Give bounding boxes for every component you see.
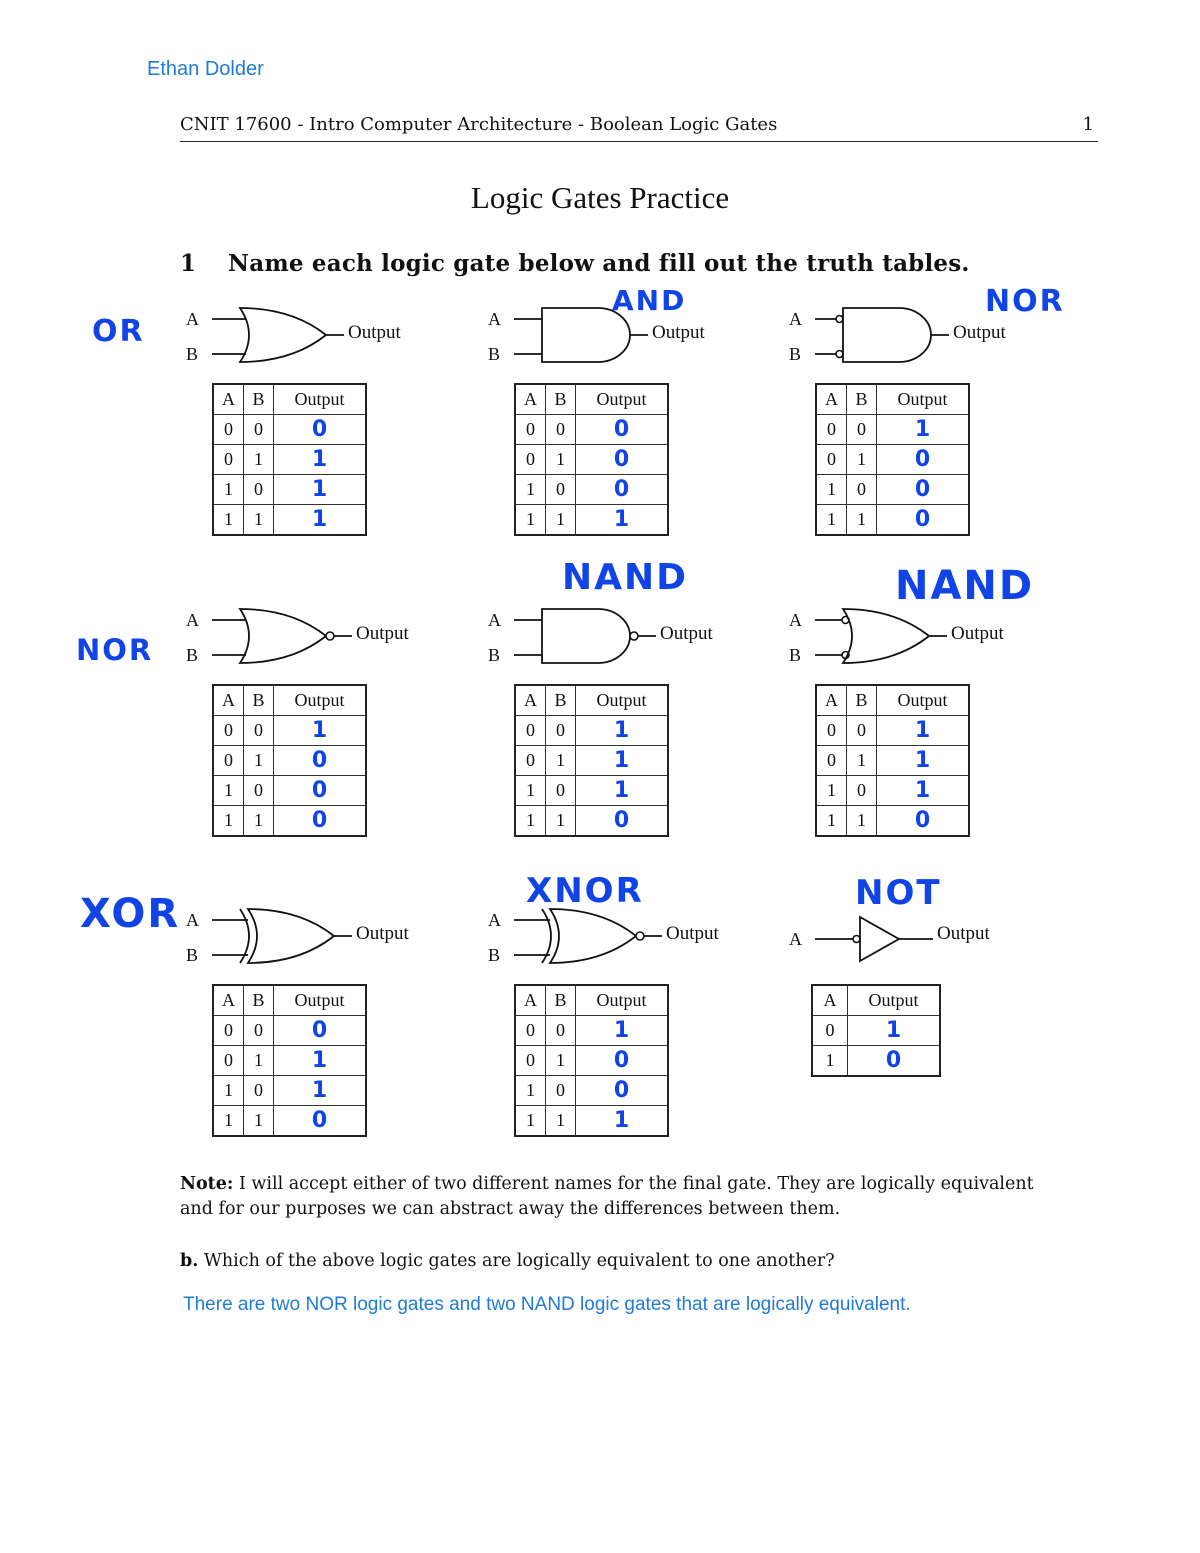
output-value: 1 <box>877 415 970 445</box>
gate-symbol <box>180 593 480 683</box>
output-value: 1 <box>274 505 367 536</box>
gate-name-answer: NAND <box>562 557 689 598</box>
page-header <box>180 114 1098 142</box>
input-value: 1 <box>515 475 546 505</box>
output-value: 0 <box>877 505 970 536</box>
course-title: CNIT 17600 - Intro Computer Architecture - Boolean Logic Gates <box>180 114 778 135</box>
input-value: 0 <box>515 716 546 746</box>
input-value: 1 <box>515 776 546 806</box>
input-value: 0 <box>244 776 274 806</box>
table-row <box>515 776 668 806</box>
input-value: 1 <box>515 806 546 837</box>
table-row <box>515 806 668 837</box>
output-value: 0 <box>274 806 367 837</box>
input-value: 1 <box>244 746 274 776</box>
gate-name-answer: NOR <box>76 633 154 667</box>
output-label: Output <box>652 322 705 343</box>
input-value: 0 <box>816 746 847 776</box>
column-header-input: B <box>546 985 576 1016</box>
column-header-input: B <box>546 685 576 716</box>
output-value: 0 <box>576 1046 669 1076</box>
column-header-output: Output <box>848 985 941 1016</box>
output-label: Output <box>937 923 990 944</box>
gate-symbol <box>482 593 782 683</box>
input-a-label: A <box>789 309 802 329</box>
input-value: 0 <box>244 475 274 505</box>
column-header-input: A <box>213 985 244 1016</box>
gate-name-answer: NOR <box>985 284 1065 319</box>
section-heading-text: Name each logic gate below and fill out the truth tables. <box>228 250 970 277</box>
output-value: 0 <box>848 1046 941 1077</box>
truth-table-header <box>816 685 969 716</box>
column-header-input: B <box>847 384 877 415</box>
input-value: 0 <box>515 1046 546 1076</box>
table-row <box>515 1076 668 1106</box>
output-value: 1 <box>877 776 970 806</box>
output-value: 0 <box>576 415 669 445</box>
input-b-label: B <box>488 645 501 665</box>
input-value: 0 <box>812 1016 848 1046</box>
table-row <box>515 415 668 445</box>
input-value: 1 <box>213 475 244 505</box>
input-value: 1 <box>816 505 847 536</box>
input-value: 0 <box>213 1016 244 1046</box>
column-header-output: Output <box>877 685 970 716</box>
table-row <box>213 746 366 776</box>
truth-table <box>815 684 970 837</box>
input-value: 1 <box>244 806 274 837</box>
truth-table-header <box>515 685 668 716</box>
gate-name-answer: OR <box>92 314 145 349</box>
table-row <box>213 1106 366 1137</box>
output-label: Output <box>951 623 1004 644</box>
input-a-label: A <box>488 910 501 930</box>
table-row <box>816 716 969 746</box>
truth-table-header <box>812 985 940 1016</box>
table-row <box>213 1016 366 1046</box>
table-row <box>816 445 969 475</box>
input-value: 1 <box>546 1046 576 1076</box>
output-value: 0 <box>877 806 970 837</box>
input-value: 0 <box>816 415 847 445</box>
table-row <box>816 475 969 505</box>
table-row <box>515 505 668 536</box>
gate-block-8 <box>482 871 782 1153</box>
input-value: 1 <box>546 806 576 837</box>
output-value: 0 <box>877 475 970 505</box>
column-header-input: A <box>515 985 546 1016</box>
table-row <box>213 716 366 746</box>
table-row <box>812 1016 940 1046</box>
input-value: 1 <box>847 445 877 475</box>
table-row <box>213 445 366 475</box>
table-row <box>816 746 969 776</box>
output-value: 1 <box>877 716 970 746</box>
table-row <box>213 415 366 445</box>
note-paragraph <box>180 1172 1040 1222</box>
column-header-output: Output <box>274 685 367 716</box>
table-row <box>213 475 366 505</box>
output-value: 0 <box>274 1106 367 1137</box>
section-heading <box>180 250 970 277</box>
input-value: 0 <box>847 776 877 806</box>
author-name: Ethan Dolder <box>147 58 264 80</box>
gate-block-6 <box>783 563 1083 853</box>
gate-name-answer: XOR <box>80 891 181 937</box>
question-b-text: Which of the above logic gates are logically equivalent to one another? <box>203 1251 835 1271</box>
note-text: I will accept either of two different names for the final gate. They are logically equivalent and for our purposes we can abstract away the differences between them. <box>180 1174 1034 1219</box>
gate-block-5 <box>482 557 782 853</box>
output-value: 1 <box>274 716 367 746</box>
input-a-label: A <box>186 309 199 329</box>
output-value: 1 <box>576 1106 669 1137</box>
output-label: Output <box>660 623 713 644</box>
truth-table <box>811 984 941 1077</box>
input-b-label: B <box>186 344 199 364</box>
output-value: 0 <box>576 475 669 505</box>
question-b-label: b. <box>180 1251 199 1271</box>
column-header-input: A <box>812 985 848 1016</box>
input-value: 0 <box>244 415 274 445</box>
gate-block-3 <box>783 284 1083 552</box>
input-value: 1 <box>213 1076 244 1106</box>
output-value: 1 <box>576 746 669 776</box>
input-value: 0 <box>213 445 244 475</box>
truth-table-header <box>515 985 668 1016</box>
truth-table <box>514 383 669 536</box>
column-header-output: Output <box>576 985 669 1016</box>
output-value: 0 <box>274 1016 367 1046</box>
input-a-label: A <box>488 309 501 329</box>
column-header-output: Output <box>576 685 669 716</box>
truth-table-header <box>515 384 668 415</box>
input-a-label: A <box>488 610 501 630</box>
gate-name-answer: NAND <box>895 563 1035 609</box>
gate-block-9 <box>783 873 1083 1153</box>
input-value: 1 <box>847 505 877 536</box>
output-label: Output <box>953 322 1006 343</box>
input-value: 1 <box>816 475 847 505</box>
output-label: Output <box>356 623 409 644</box>
input-value: 0 <box>213 746 244 776</box>
input-value: 1 <box>546 505 576 536</box>
column-header-input: B <box>244 384 274 415</box>
output-value: 1 <box>848 1016 941 1046</box>
gate-symbol <box>180 893 480 983</box>
note-label: Note: <box>180 1174 234 1194</box>
input-value: 0 <box>546 1076 576 1106</box>
input-value: 1 <box>213 776 244 806</box>
column-header-output: Output <box>274 985 367 1016</box>
output-value: 0 <box>576 806 669 837</box>
output-value: 0 <box>576 445 669 475</box>
table-row <box>816 776 969 806</box>
input-value: 0 <box>847 475 877 505</box>
truth-table-header <box>213 685 366 716</box>
input-a-label: A <box>789 610 802 630</box>
input-value: 0 <box>515 1016 546 1046</box>
output-value: 1 <box>576 505 669 536</box>
input-value: 0 <box>847 716 877 746</box>
input-value: 1 <box>546 746 576 776</box>
output-value: 1 <box>576 1016 669 1046</box>
input-value: 1 <box>546 445 576 475</box>
input-value: 1 <box>213 806 244 837</box>
input-b-label: B <box>488 945 501 965</box>
column-header-input: B <box>244 685 274 716</box>
gate-name-answer: AND <box>612 284 687 317</box>
table-row <box>515 746 668 776</box>
input-value: 0 <box>816 716 847 746</box>
input-value: 1 <box>515 505 546 536</box>
column-header-input: A <box>213 685 244 716</box>
output-value: 0 <box>576 1076 669 1106</box>
column-header-input: A <box>816 685 847 716</box>
truth-table-header <box>816 384 969 415</box>
document-title: Logic Gates Practice <box>470 180 730 215</box>
table-row <box>812 1046 940 1077</box>
gate-block-2 <box>482 284 782 552</box>
output-label: Output <box>666 923 719 944</box>
input-value: 0 <box>515 415 546 445</box>
output-value: 1 <box>576 716 669 746</box>
input-value: 1 <box>812 1046 848 1077</box>
truth-table <box>514 684 669 837</box>
table-row <box>816 806 969 837</box>
output-value: 0 <box>274 415 367 445</box>
gate-block-1 <box>92 292 480 552</box>
output-value: 1 <box>274 475 367 505</box>
column-header-output: Output <box>877 384 970 415</box>
column-header-input: B <box>847 685 877 716</box>
output-value: 1 <box>274 445 367 475</box>
column-header-input: A <box>515 384 546 415</box>
table-row <box>816 505 969 536</box>
column-header-output: Output <box>274 384 367 415</box>
input-value: 1 <box>244 1046 274 1076</box>
input-value: 1 <box>244 1106 274 1137</box>
column-header-input: A <box>515 685 546 716</box>
output-value: 0 <box>274 776 367 806</box>
output-label: Output <box>356 923 409 944</box>
input-value: 1 <box>213 505 244 536</box>
truth-table-header <box>213 985 366 1016</box>
input-value: 0 <box>816 445 847 475</box>
output-value: 1 <box>274 1046 367 1076</box>
input-value: 1 <box>515 1106 546 1137</box>
input-value: 1 <box>244 505 274 536</box>
output-value: 0 <box>274 746 367 776</box>
column-header-input: B <box>546 384 576 415</box>
question-b <box>180 1251 835 1271</box>
input-b-label: B <box>488 344 501 364</box>
table-row <box>515 445 668 475</box>
input-value: 0 <box>546 475 576 505</box>
truth-table <box>815 383 970 536</box>
input-value: 0 <box>515 746 546 776</box>
truth-table <box>514 984 669 1137</box>
input-b-label: B <box>186 645 199 665</box>
table-row <box>213 776 366 806</box>
input-value: 1 <box>847 806 877 837</box>
input-b-label: B <box>186 945 199 965</box>
table-row <box>515 1046 668 1076</box>
input-value: 1 <box>213 1106 244 1137</box>
output-value: 0 <box>877 445 970 475</box>
input-value: 0 <box>213 415 244 445</box>
input-a-label: A <box>789 929 802 949</box>
output-value: 1 <box>274 1076 367 1106</box>
input-value: 1 <box>515 1076 546 1106</box>
table-row <box>213 505 366 536</box>
input-value: 0 <box>515 445 546 475</box>
input-value: 0 <box>244 1076 274 1106</box>
page-number: 1 <box>1082 114 1094 135</box>
gate-name-answer: NOT <box>855 873 942 913</box>
truth-table <box>212 984 367 1137</box>
gate-name-answer: XNOR <box>526 871 644 911</box>
output-value: 1 <box>576 776 669 806</box>
table-row <box>213 1076 366 1106</box>
input-value: 1 <box>546 1106 576 1137</box>
input-value: 0 <box>546 1016 576 1046</box>
output-label: Output <box>348 322 401 343</box>
answer-b: There are two NOR logic gates and two NAND logic gates that are logically equivalent. <box>183 1294 911 1315</box>
gate-symbol <box>180 292 480 382</box>
input-value: 0 <box>546 716 576 746</box>
truth-table <box>212 684 367 837</box>
column-header-input: A <box>213 384 244 415</box>
input-value: 0 <box>847 415 877 445</box>
input-value: 0 <box>546 776 576 806</box>
input-value: 0 <box>213 716 244 746</box>
input-value: 0 <box>244 716 274 746</box>
column-header-input: B <box>244 985 274 1016</box>
table-row <box>213 806 366 837</box>
table-row <box>213 1046 366 1076</box>
table-row <box>515 716 668 746</box>
table-row <box>816 415 969 445</box>
gate-block-4 <box>76 593 480 853</box>
table-row <box>515 1106 668 1137</box>
gate-block-7 <box>80 891 480 1153</box>
input-value: 0 <box>213 1046 244 1076</box>
truth-table-header <box>213 384 366 415</box>
input-a-label: A <box>186 610 199 630</box>
input-value: 1 <box>244 445 274 475</box>
column-header-input: A <box>816 384 847 415</box>
table-row <box>515 1016 668 1046</box>
input-value: 1 <box>816 806 847 837</box>
column-header-output: Output <box>576 384 669 415</box>
truth-table <box>212 383 367 536</box>
input-value: 0 <box>546 415 576 445</box>
input-value: 0 <box>244 1016 274 1046</box>
input-a-label: A <box>186 910 199 930</box>
input-value: 1 <box>847 746 877 776</box>
output-value: 1 <box>877 746 970 776</box>
table-row <box>515 475 668 505</box>
input-b-label: B <box>789 344 802 364</box>
input-b-label: B <box>789 645 802 665</box>
section-number: 1 <box>180 250 197 277</box>
input-value: 1 <box>816 776 847 806</box>
